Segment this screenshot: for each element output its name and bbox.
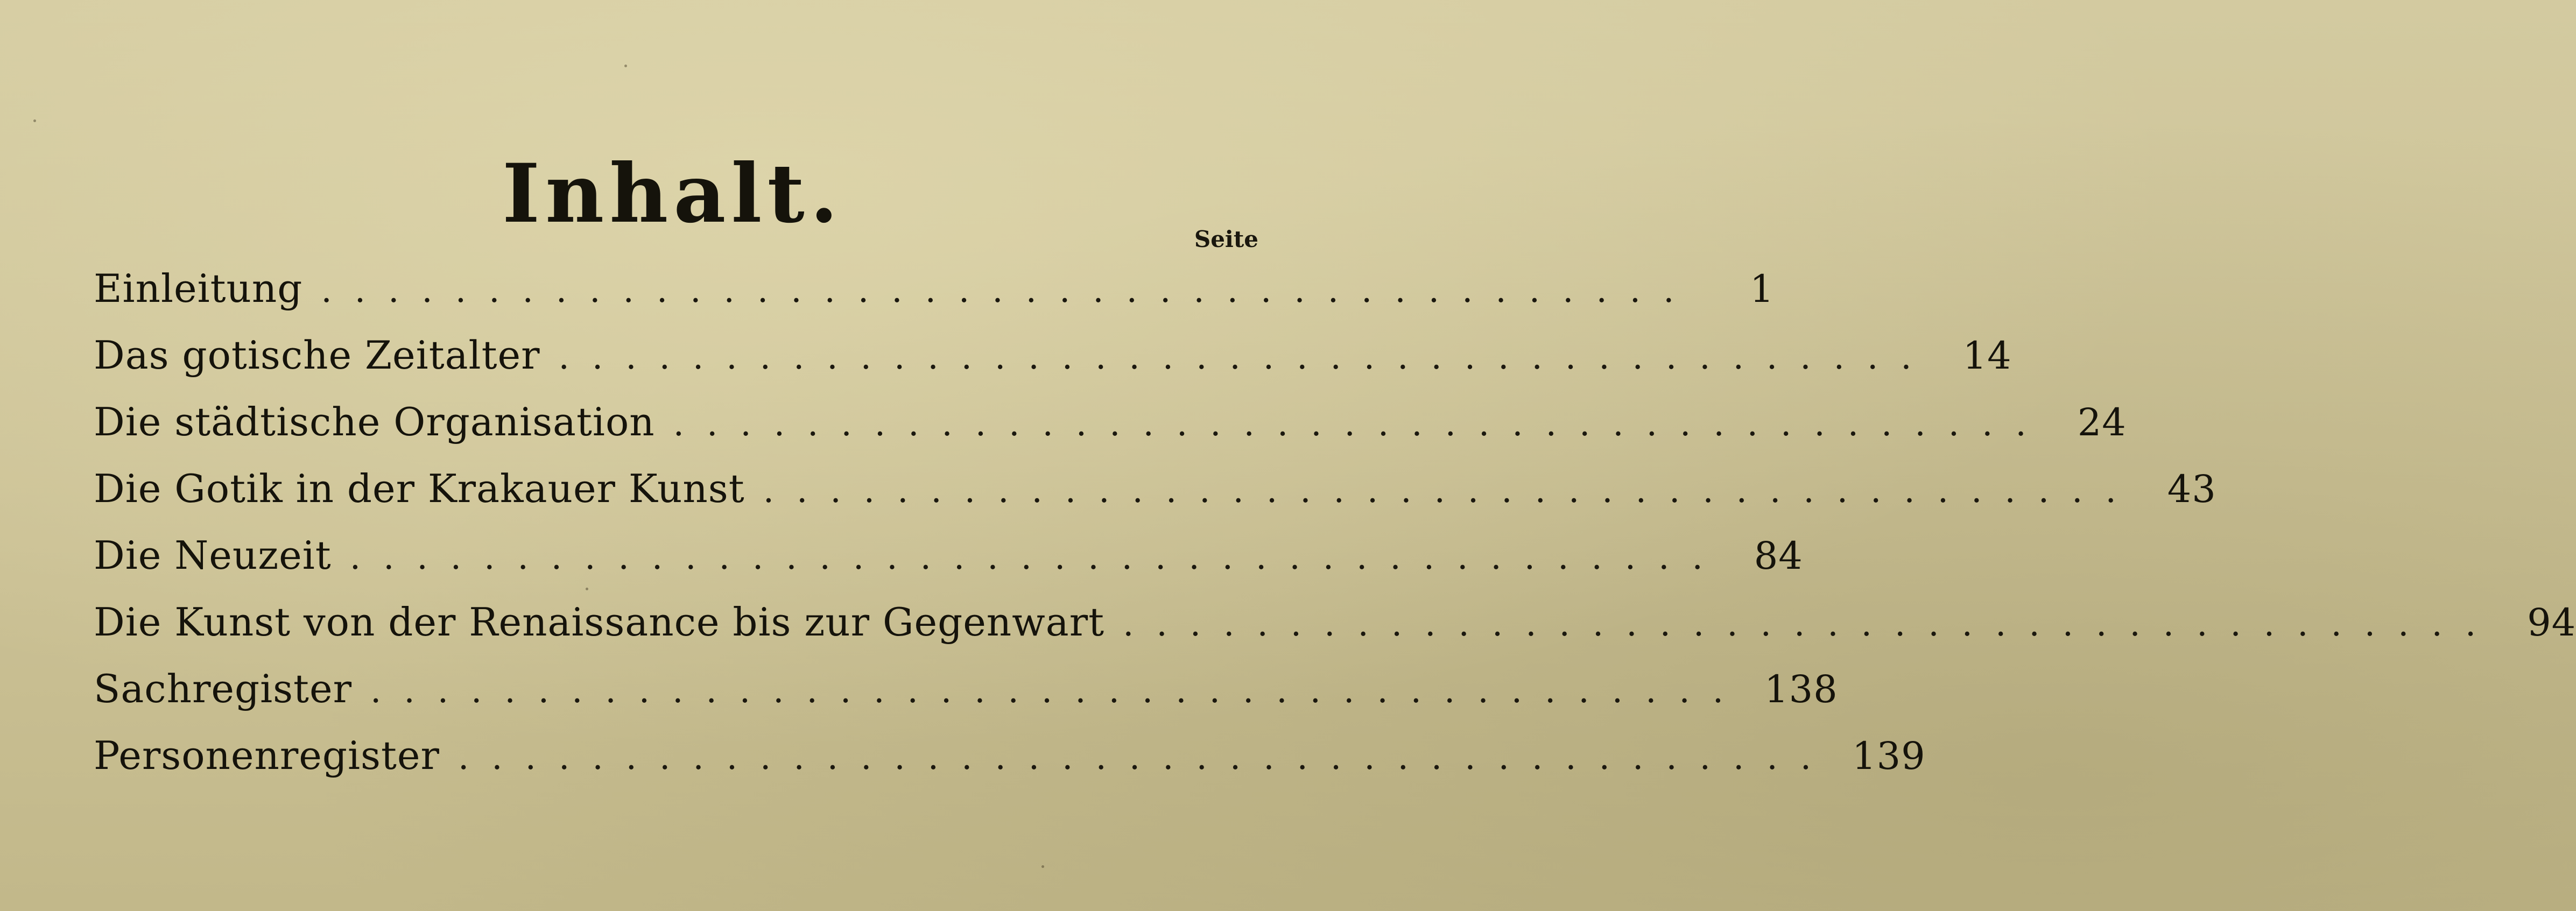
toc-entry-label: Personenregister [94, 733, 440, 778]
toc-entry-label: Die Gotik in der Krakauer Kunst [94, 466, 745, 511]
toc-entry-label: Das gotische Zeitalter [94, 333, 540, 378]
toc-entry [94, 266, 1775, 336]
toc-entry-label: Einleitung [94, 266, 303, 311]
toc-entry-label: Die Kunst von der Renaissance bis zur Gegenwart [94, 599, 1105, 645]
dot-leader: ......................................... [321, 271, 1697, 310]
dot-leader: ......................................... [370, 671, 1747, 711]
toc-entry [94, 399, 2127, 469]
toc-entry-page: 139 [1852, 734, 1926, 778]
dot-leader: ......................................... [458, 738, 1834, 778]
toc-entry-page: 94 [2527, 601, 2576, 645]
toc-entry [94, 599, 2576, 669]
toc-entry-page: 24 [2077, 400, 2127, 444]
dot-leader: ......................................... [558, 337, 1934, 377]
dot-leader: ......................................... [673, 404, 2049, 444]
toc-entry [94, 466, 2216, 536]
toc-entry-label: Die Neuzeit [94, 533, 332, 578]
table-of-contents [94, 266, 2576, 803]
toc-entry-page: 43 [2167, 467, 2216, 511]
dot-leader: ......................................... [1123, 604, 2499, 644]
toc-entry-label: Sachregister [94, 666, 352, 711]
toc-entry [94, 333, 2012, 402]
paper-speck [33, 119, 36, 122]
page-column-header: Seite [1194, 226, 1258, 252]
toc-entry [94, 733, 1926, 803]
toc-entry-label: Die städtische Organisation [94, 399, 655, 444]
paper-speck [586, 588, 588, 590]
toc-entry-page: 138 [1764, 667, 1838, 711]
dot-leader: ......................................... [349, 538, 1726, 577]
toc-entry-page: 1 [1749, 267, 1775, 311]
paper-speck [1041, 865, 1044, 868]
toc-entry-page: 84 [1754, 534, 1803, 578]
toc-entry [94, 533, 1803, 603]
page-title: Inhalt. [502, 146, 843, 241]
dot-leader: ......................................... [763, 471, 2139, 511]
toc-entry [94, 666, 1838, 736]
toc-entry-page: 14 [1962, 334, 2012, 378]
paper-speck [624, 65, 627, 67]
